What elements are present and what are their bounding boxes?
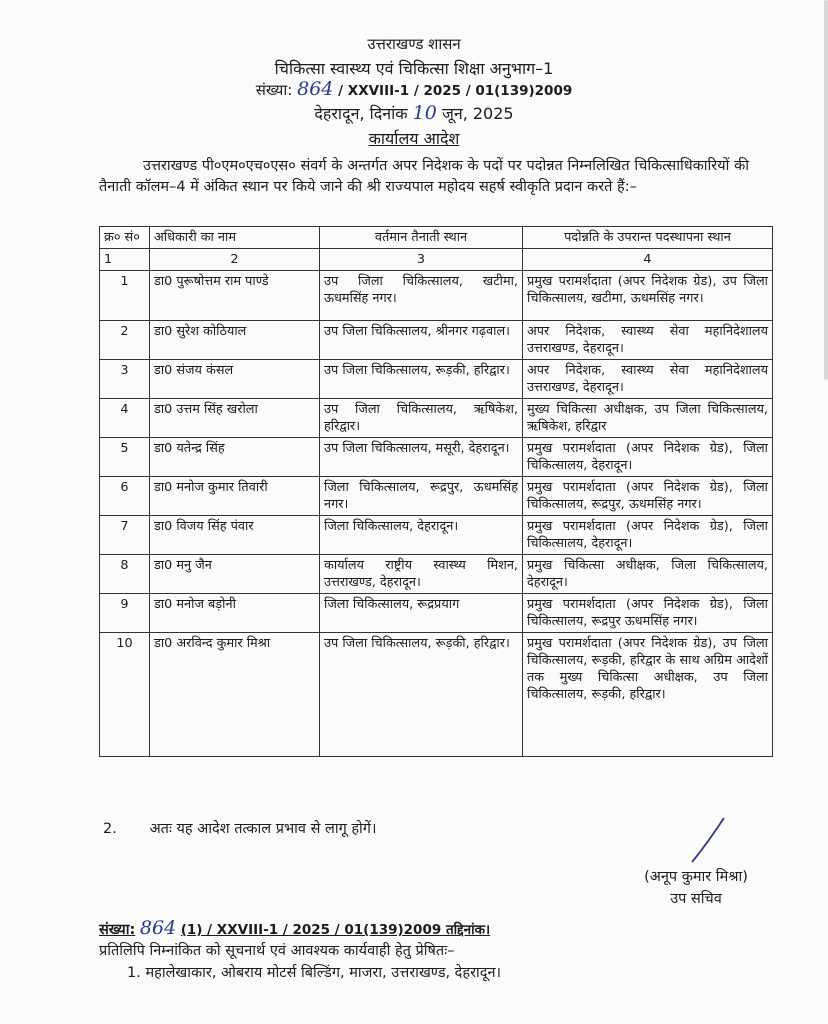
current-posting-cell: उप जिला चिकित्सालय, मसूरी, देहरादून। bbox=[320, 438, 523, 477]
new-posting-cell: मुख्य चिकित्सा अधीक्षक, उप जिला चिकित्सालय, ऋषिकेश, हरिद्वार bbox=[523, 399, 773, 438]
intro-paragraph: उत्तराखण्ड पी०एम०एच०एस० संवर्ग के अन्तर्गत अपर निदेशक के पदों पर पदोन्नत निम्नलिखित चिकित्साधिकारियों की तैनाती कॉलम–4 में अंकित स्थान पर किये जाने की श्री राज्यपाल महोदय सहर्ष स्वीकृति प्रदान करते हैं:– bbox=[99, 158, 749, 195]
place-date bbox=[0, 104, 828, 123]
table-row bbox=[100, 399, 773, 438]
serial-cell: 6 bbox=[100, 477, 150, 516]
header-current-posting: वर्तमान तैनाती स्थान bbox=[320, 227, 523, 249]
new-posting-cell: अपर निदेशक, स्वास्थ्य सेवा महानिदेशालय उत्तराखण्ड, देहरादून। bbox=[523, 360, 773, 399]
order-title bbox=[0, 130, 828, 148]
current-posting-cell: उप जिला चिकित्सालय, रूड़की, हरिद्वार। bbox=[320, 633, 523, 757]
header-new-posting: पदोन्नति के उपरान्त पदस्थापना स्थान bbox=[523, 227, 773, 249]
serial-cell: 8 bbox=[100, 555, 150, 594]
table-row bbox=[100, 321, 773, 360]
reference-label: संख्या: bbox=[255, 81, 293, 99]
copy-ref-suffix: (1) / XXVIII-1 / 2025 / 01(139)2009 तद्दिनांक। bbox=[180, 922, 491, 938]
officer-name-cell: डा0 यतेन्द्र सिंह bbox=[150, 438, 320, 477]
reference-suffix: / XXVIII-1 / 2025 / 01(139)2009 bbox=[338, 83, 573, 99]
order-title-text: कार्यालय आदेश bbox=[368, 129, 460, 148]
serial-cell: 10 bbox=[100, 633, 150, 757]
table-header-row bbox=[100, 227, 773, 249]
serial-cell: 3 bbox=[100, 360, 150, 399]
table-row bbox=[100, 633, 773, 757]
current-posting-cell: उप जिला चिकित्सालय, श्रीनगर गढ़वाल। bbox=[320, 321, 523, 360]
current-posting-cell: उप जिला चिकित्सालय, ऋषिकेश, हरिद्वार। bbox=[320, 399, 523, 438]
serial-cell: 5 bbox=[100, 438, 150, 477]
section-name: चिकित्सा स्वास्थ्य एवं चिकित्सा शिक्षा अनुभाग–1 bbox=[274, 59, 554, 78]
table-row bbox=[100, 438, 773, 477]
order-reference bbox=[0, 80, 828, 100]
col-number: 1 bbox=[100, 249, 150, 271]
col-number: 2 bbox=[150, 249, 320, 271]
officer-name-cell: डा0 उत्तम सिंह खरोला bbox=[150, 399, 320, 438]
current-posting-cell: जिला चिकित्सालय, देहरादून। bbox=[320, 516, 523, 555]
point-2 bbox=[103, 818, 376, 840]
officer-name-cell: डा0 अरविन्द कुमार मिश्रा bbox=[150, 633, 320, 757]
signatory-name: (अनूप कुमार मिश्रा) bbox=[644, 869, 748, 885]
point-2-text: अतः यह आदेश तत्काल प्रभाव से लागू होगें। bbox=[149, 821, 377, 837]
copy-item-1: 1. महालेखाकार, ओबराय मोटर्स बिल्डिंग, माजरा, उत्तराखण्ड, देहरादून। bbox=[127, 965, 501, 981]
officer-name-cell: डा0 मनोज कुमार तिवारी bbox=[150, 477, 320, 516]
table-row bbox=[100, 594, 773, 633]
serial-cell: 1 bbox=[100, 271, 150, 321]
table-row bbox=[100, 555, 773, 594]
current-posting-cell: जिला चिकित्सालय, रूद्रपुर, ऊधमसिंह नगर। bbox=[320, 477, 523, 516]
department-name: उत्तराखण्ड शासन bbox=[367, 35, 461, 53]
serial-cell: 7 bbox=[100, 516, 150, 555]
new-posting-cell: प्रमुख परामर्शदाता (अपर निदेशक ग्रेड), जिला चिकित्सालय, देहरादून। bbox=[523, 438, 773, 477]
new-posting-cell: प्रमुख परामर्शदाता (अपर निदेशक ग्रेड), जिला चिकित्सालय, रूद्रपुर, ऊधमसिंह नगर। bbox=[523, 477, 773, 516]
handwritten-signature bbox=[690, 816, 726, 864]
place-date-prefix: देहरादून, दिनांक bbox=[314, 104, 408, 123]
copy-reference bbox=[99, 917, 490, 941]
date-month-year: जून, 2025 bbox=[441, 104, 514, 123]
officer-name-cell: डा0 सुरेश कोठियाल bbox=[150, 321, 320, 360]
current-posting-cell: उप जिला चिकित्सालय, खटीमा, ऊधमसिंह नगर। bbox=[320, 271, 523, 321]
posting-table bbox=[99, 226, 773, 757]
new-posting-cell: प्रमुख परामर्शदाता (अपर निदेशक ग्रेड), उप जिला चिकित्सालय, खटीमा, ऊधमसिंह नगर। bbox=[523, 271, 773, 321]
officer-name-cell: डा0 विजय सिंह पंवार bbox=[150, 516, 320, 555]
new-posting-cell: प्रमुख परामर्शदाता (अपर निदेशक ग्रेड), उप जिला चिकित्सालय, रूड़की, हरिद्वार के साथ अग्रिम आदेशों तक मुख्य चिकित्सा अधीक्षक, उप जिला चिकित्सालय, रूड़की, हरिद्वार। bbox=[523, 633, 773, 757]
officer-name-cell: डा0 मनु जैन bbox=[150, 555, 320, 594]
serial-cell: 9 bbox=[100, 594, 150, 633]
copy-ref-number-handwritten: 864 bbox=[139, 917, 177, 939]
new-posting-cell: प्रमुख परामर्शदाता (अपर निदेशक ग्रेड), जिला चिकित्सालय, देहरादून। bbox=[523, 516, 773, 555]
new-posting-cell: प्रमुख परामर्शदाता (अपर निदेशक ग्रेड), जिला चिकित्सालय, रूद्रपुर ऊधमसिंह नगर। bbox=[523, 594, 773, 633]
officer-name-cell: डा0 संजय कंसल bbox=[150, 360, 320, 399]
table-row bbox=[100, 477, 773, 516]
point-2-number: 2. bbox=[103, 821, 117, 837]
new-posting-cell: प्रमुख चिकित्सा अधीक्षक, जिला चिकित्सालय, देहरादून। bbox=[523, 555, 773, 594]
col-number: 3 bbox=[320, 249, 523, 271]
current-posting-cell: उप जिला चिकित्सालय, रूड़की, हरिद्वार। bbox=[320, 360, 523, 399]
table-row bbox=[100, 360, 773, 399]
date-day-handwritten: 10 bbox=[412, 102, 437, 124]
table-row bbox=[100, 271, 773, 321]
copy-intro: प्रतिलिपि निम्नांकित को सूचनार्थ एवं आवश्यक कार्यवाही हेतु प्रेषितः– bbox=[99, 943, 455, 959]
signatory-block bbox=[626, 866, 766, 910]
current-posting-cell: जिला चिकित्सालय, रूद्रप्रयाग bbox=[320, 594, 523, 633]
reference-number-handwritten: 864 bbox=[297, 78, 334, 100]
current-posting-cell: कार्यालय राष्ट्रीय स्वास्थ्य मिशन, उत्तराखण्ड, देहरादून। bbox=[320, 555, 523, 594]
column-number-row bbox=[100, 249, 773, 271]
table-row bbox=[100, 516, 773, 555]
signatory-designation: उप सचिव bbox=[670, 891, 722, 907]
header-officer-name: अधिकारी का नाम bbox=[150, 227, 320, 249]
header-serial: क्र० सं० bbox=[100, 227, 150, 249]
serial-cell: 2 bbox=[100, 321, 150, 360]
officer-name-cell: डा0 मनोज बड़ोनी bbox=[150, 594, 320, 633]
officer-name-cell: डा0 पुरूषोत्तम राम पाण्डे bbox=[150, 271, 320, 321]
copy-ref-label: संख्या: bbox=[99, 922, 136, 938]
col-number: 4 bbox=[523, 249, 773, 271]
new-posting-cell: अपर निदेशक, स्वास्थ्य सेवा महानिदेशालय उत्तराखण्ड, देहरादून। bbox=[523, 321, 773, 360]
scrollbar[interactable] bbox=[824, 0, 828, 380]
serial-cell: 4 bbox=[100, 399, 150, 438]
